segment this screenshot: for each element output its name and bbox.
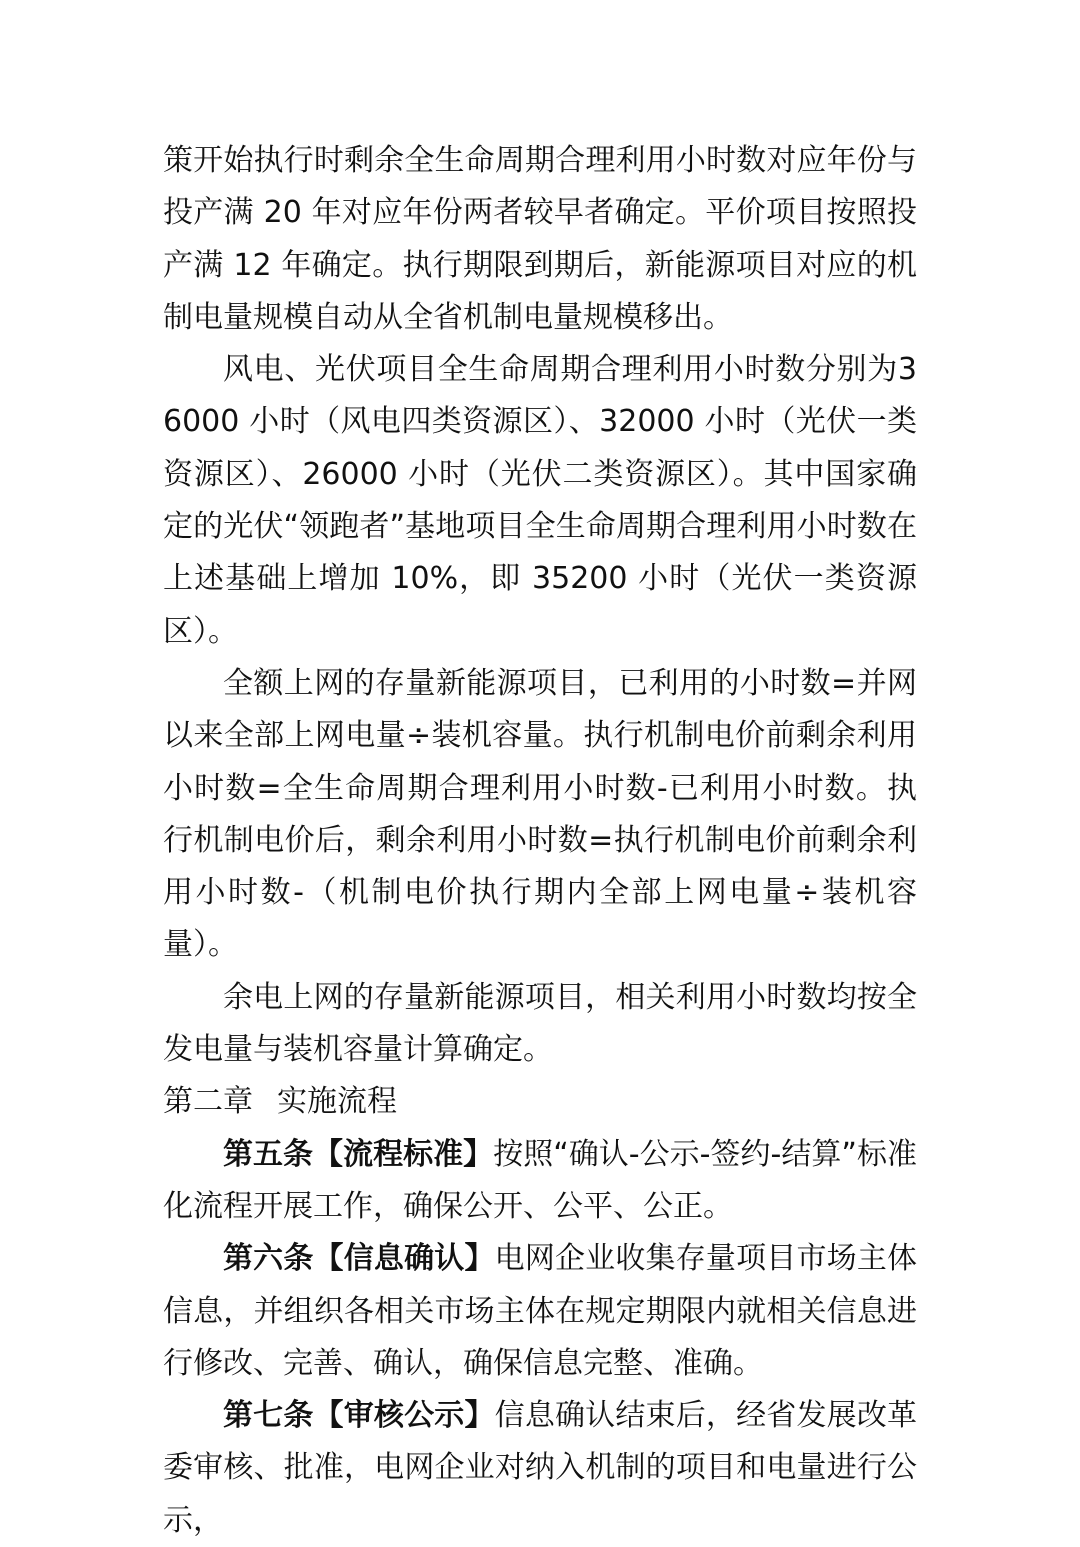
article-5-text: 按照“确认-公示-签约-结算”标准化流程开展工作，确保公开、公平、公正。 [163,1136,918,1224]
chapter-number: 第二章 [163,1084,253,1120]
article-5-label: 第五条【流程标准】 [223,1136,494,1172]
article-6-text: 电网企业收集存量项目市场主体信息，并组织各相关市场主体在规定期限内就相关信息进行修改、完善、确认，确保信息完整、准确。 [163,1241,918,1381]
article-6 [163,1233,917,1390]
chapter-heading [163,1076,917,1128]
article-7-text: 信息确认结束后，经省发展改革委审核、批准，电网企业对纳入机制的项目和电量进行公示， [163,1398,918,1538]
paragraph-surplus-grid-projects: 余电上网的存量新能源项目，相关利用小时数均按全发电量与装机容量计算确定。 [163,979,917,1068]
article-6-label: 第六条【信息确认】 [223,1241,495,1277]
article-5 [163,1129,917,1234]
chapter-title: 实施流程 [277,1084,397,1120]
paragraph-full-grid-projects: 全额上网的存量新能源项目，已利用的小时数=并网以来全部上网电量÷装机容量。执行机制电价前剩余利用小时数=全生命周期合理利用小时数-已利用小时数。执行机制电价后，剩余利用小时数=执行机制电价前剩余利用小时数-（机制电价执行期内全部上网电量÷装机容量）。 [163,665,917,963]
article-7-label: 第七条【审核公示】 [223,1398,495,1434]
document-body [163,135,917,1547]
paragraph-utilization-hours: 风电、光伏项目全生命周期合理利用小时数分别为36000 小时（风电四类资源区）、32000 小时（光伏一类资源区）、26000 小时（光伏二类资源区）。其中国家确定的光伏“领跑者”基地项目全生命周期合理利用小时数在上述基础上增加 10%，即 35200 小时（光伏一类资源区）。 [163,352,917,649]
article-7 [163,1390,917,1547]
paragraph-continuation: 策开始执行时剩余全生命周期合理利用小时数对应年份与投产满 20 年对应年份两者较早者确定。平价项目按照投产满 12 年确定。执行期限到期后，新能源项目对应的机制电量规模自动从全省机制电量规模移出。 [163,143,917,335]
